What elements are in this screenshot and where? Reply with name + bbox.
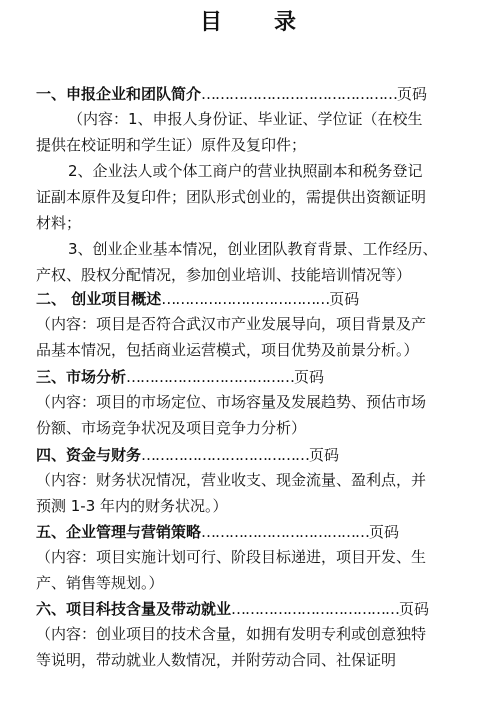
toc-content-2 bbox=[36, 311, 478, 363]
content-line: 3、创业企业基本情况，创业团队教育背景、工作经历、 bbox=[68, 240, 438, 258]
toc-heading-6 bbox=[36, 598, 486, 620]
content-line: （内容：创业项目的技术含量，如拥有发明专利或创意独特 bbox=[36, 625, 427, 643]
heading-text: 六、项目科技含量及带动就业 bbox=[36, 600, 232, 618]
heading-text: 五、企业管理与营销策略 bbox=[36, 523, 202, 541]
content-line: 预测 1-3 年内的财务状况。） bbox=[36, 497, 228, 515]
heading-text: 三、市场分析 bbox=[36, 368, 127, 386]
page-label: 页码 bbox=[309, 446, 340, 464]
content-line: 2、企业法人或个体工商户的营业执照副本和税务登记 bbox=[68, 162, 423, 180]
page-label: 页码 bbox=[369, 523, 400, 541]
page-label: 页码 bbox=[294, 368, 325, 386]
content-line: 提供在校证明和学生证）原件及复印件； bbox=[36, 136, 307, 154]
leader-dots: ……………………………… bbox=[126, 368, 295, 386]
content-line: 份额、市场竞争状况及项目竞争力分析） bbox=[36, 419, 307, 437]
content-line: 产权、股权分配情况，参加创业培训、技能培训情况等） bbox=[36, 266, 412, 284]
toc-content-1 bbox=[36, 106, 478, 288]
heading-text: 二、 创业项目概述 bbox=[36, 290, 162, 308]
heading-text: 一、申报企业和团队简介 bbox=[36, 85, 202, 103]
toc-heading-5 bbox=[36, 521, 486, 543]
content-line: （内容：项目是否符合武汉市产业发展导向，项目背景及产 bbox=[36, 315, 427, 333]
toc-content-5 bbox=[36, 544, 478, 596]
page-label: 页码 bbox=[397, 85, 428, 103]
toc-content-4 bbox=[36, 467, 478, 519]
content-line: 等说明，带动就业人数情况，并附劳动合同、社保证明 bbox=[36, 651, 397, 669]
content-line: （内容：财务状况情况，营业收支、现金流量、盈利点，并 bbox=[36, 471, 427, 489]
content-line: 产、销售等规划。） bbox=[36, 574, 164, 592]
leader-dots: ……………………………… bbox=[231, 600, 400, 618]
content-line: （内容：项目的市场定位、市场容量及发展趋势、预估市场 bbox=[36, 393, 427, 411]
content-line: 品基本情况，包括商业运营模式，项目优势及前景分析。） bbox=[36, 341, 419, 359]
leader-dots: …………………………………… bbox=[201, 85, 398, 103]
leader-dots: ……………………………… bbox=[161, 290, 330, 308]
title-char-1: 目 bbox=[199, 10, 224, 35]
heading-text: 四、资金与财务 bbox=[36, 446, 142, 464]
page-label: 页码 bbox=[399, 600, 430, 618]
title-char-2: 录 bbox=[274, 10, 299, 35]
toc-heading-2 bbox=[36, 288, 486, 310]
content-line: （内容：1、申报人身份证、毕业证、学位证（在校生 bbox=[68, 110, 423, 128]
page-title bbox=[0, 8, 498, 38]
toc-heading-4 bbox=[36, 444, 486, 466]
page-label: 页码 bbox=[329, 290, 360, 308]
toc-content-3 bbox=[36, 389, 478, 441]
toc-content-6 bbox=[36, 621, 478, 673]
leader-dots: ……………………………… bbox=[201, 523, 370, 541]
content-line: 材料； bbox=[36, 214, 82, 232]
toc-heading-3 bbox=[36, 366, 486, 388]
content-line: 证副本原件及复印件；团队形式创业的，需提供出资额证明 bbox=[36, 188, 427, 206]
content-line: （内容：项目实施计划可行、阶段目标递进，项目开发、生 bbox=[36, 548, 427, 566]
leader-dots: ……………………………… bbox=[141, 446, 310, 464]
toc-heading-1 bbox=[36, 83, 486, 105]
